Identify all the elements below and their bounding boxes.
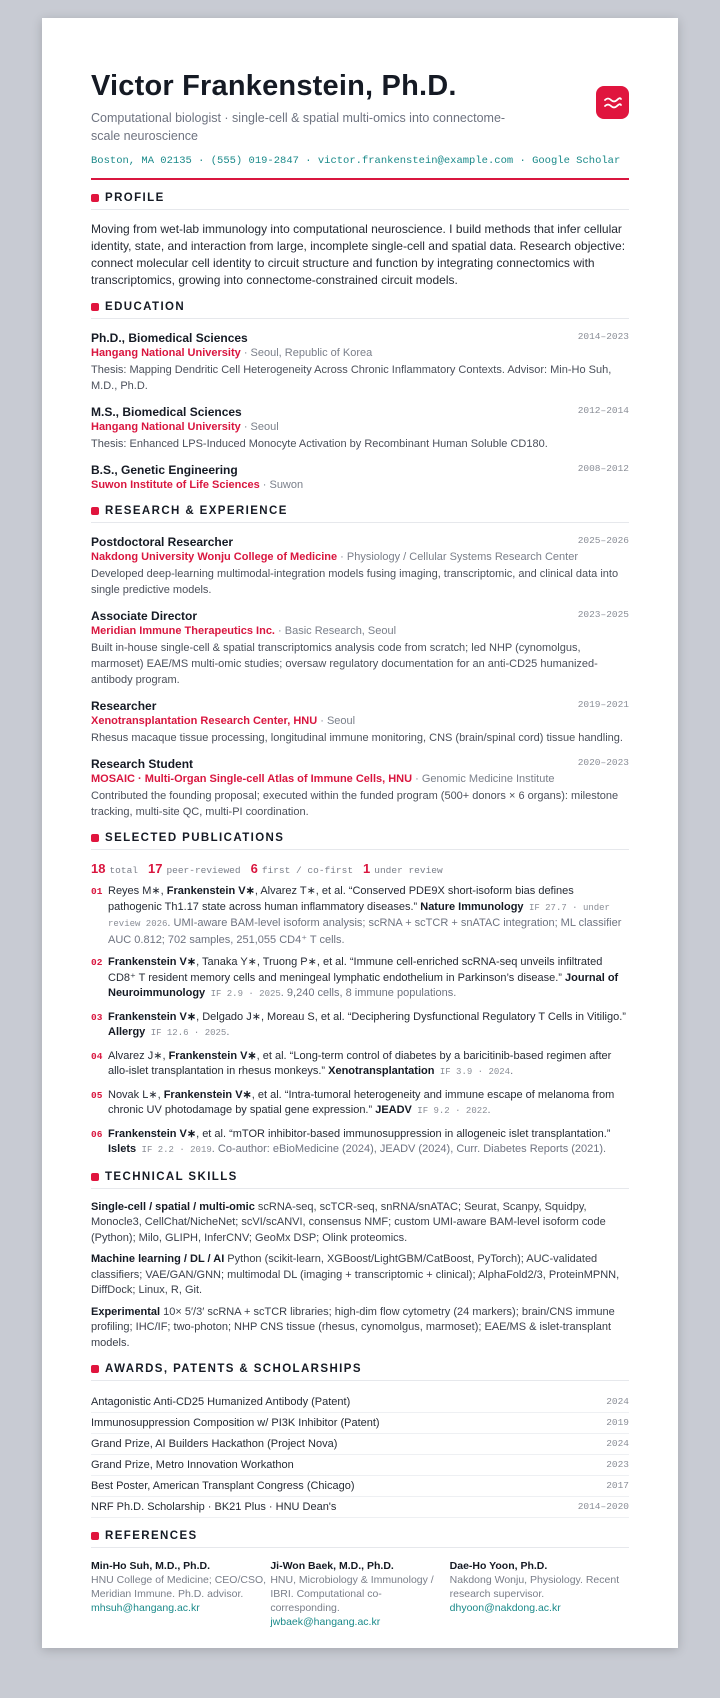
award-name: Immunosuppression Composition w/ PI3K Inhibitor (Patent) bbox=[91, 1417, 380, 1429]
experience-list bbox=[91, 534, 629, 820]
bullet-square-icon bbox=[91, 303, 99, 311]
role-title: Associate Director bbox=[91, 609, 198, 623]
institution-name: Suwon Institute of Life Sciences bbox=[91, 479, 260, 491]
reference-affiliation: HNU, Microbiology & Immunology / IBRI. Computational co-corresponding. bbox=[270, 1574, 434, 1614]
reference-email-link[interactable]: mhsuh@hangang.ac.kr bbox=[91, 1602, 200, 1614]
organization-line bbox=[91, 550, 629, 565]
publication-number: 04 bbox=[91, 1050, 103, 1062]
organization-line bbox=[91, 624, 629, 639]
publication-note: . bbox=[510, 1065, 514, 1077]
institution-name: Hangang National University bbox=[91, 347, 241, 359]
degree-title: M.S., Biomedical Sciences bbox=[91, 405, 242, 419]
experience-section bbox=[91, 505, 629, 820]
education-entry bbox=[91, 462, 629, 493]
date-range: 2014–2023 bbox=[577, 331, 629, 342]
skill-row bbox=[91, 1252, 629, 1299]
date-range: 2008–2012 bbox=[577, 463, 629, 474]
institution-line bbox=[91, 346, 629, 361]
award-row bbox=[91, 1497, 629, 1518]
citation-title: , Tanaka Y∗, Truong P∗, et al. “Immune cell-enriched scRNA-seq unveils infiltrated CD8⁺ T resident memory cells and meningeal lymphatic endothelium in Parkinson’s disease.” bbox=[108, 956, 603, 984]
publications-section bbox=[91, 832, 629, 1159]
self-author: Frankenstein V∗ bbox=[166, 885, 255, 897]
publication-citation bbox=[108, 955, 629, 1003]
publication-citation bbox=[108, 1127, 629, 1159]
publication-number: 01 bbox=[91, 886, 103, 897]
authors-before: Alvarez J∗, bbox=[108, 1049, 169, 1062]
date-range: 2023–2025 bbox=[577, 609, 629, 620]
award-year: 2014–2020 bbox=[577, 1501, 629, 1512]
experience-entry bbox=[91, 756, 629, 820]
organization-name: Nakdong University Wonju College of Medicine bbox=[91, 551, 338, 563]
references-section bbox=[91, 1530, 629, 1629]
impact-factor: IF 2.9 · 2025 bbox=[205, 989, 281, 999]
skill-row bbox=[91, 1305, 629, 1352]
reference-card bbox=[450, 1559, 629, 1629]
publication-note: . 9,240 cells, 8 immune populations. bbox=[280, 987, 457, 999]
publication-note: . bbox=[487, 1104, 491, 1116]
education-list bbox=[91, 330, 629, 493]
section-heading: AWARDS, PATENTS & SCHOLARSHIPS bbox=[91, 1363, 629, 1381]
publication-item bbox=[91, 884, 629, 948]
wave-logo-icon bbox=[596, 86, 629, 119]
reference-card bbox=[91, 1559, 270, 1629]
award-list bbox=[91, 1392, 629, 1518]
journal-name: Nature Immunology bbox=[420, 900, 524, 913]
publication-citation bbox=[108, 1049, 629, 1081]
award-name: NRF Ph.D. Scholarship · BK21 Plus · HNU Dean's bbox=[91, 1501, 337, 1513]
reference-card bbox=[270, 1559, 449, 1629]
skill-details: Python (scikit-learn, XGBoost/LightGBM/CatBoost, PyTorch); AUC-validated classifiers; VAE/GAN/GNN; multimodal DL (imaging + transcriptomic + clinical); AlphaFold2/3, ProteinMPNN, DiffDock; Linux, R, Git. bbox=[91, 1253, 620, 1296]
institution-location: · Suwon bbox=[259, 479, 304, 491]
organization-name: MOSAIC · Multi-Organ Single-cell Atlas of Immune Cells, HNU bbox=[91, 773, 413, 785]
reference-list bbox=[91, 1559, 629, 1629]
reference-email-link[interactable]: jwbaek@hangang.ac.kr bbox=[270, 1616, 381, 1628]
institution-location: · Seoul bbox=[240, 421, 279, 433]
skill-category: Experimental bbox=[91, 1305, 161, 1318]
bullet-square-icon bbox=[91, 1532, 99, 1540]
stat-number: 17 bbox=[147, 861, 163, 876]
date-range: 2020–2023 bbox=[577, 757, 629, 768]
institution-location: · Seoul, Republic of Korea bbox=[240, 347, 373, 359]
profile-text: Moving from wet-lab immunology into computational neuroscience. I build methods that infer cellular identity, state, and interaction from large, incomplete single-cell and spatial data. Research objective: connect molecular cell identity to circuit structure and function by integrating connectomics with transcriptomics, growing into connectome-constrained circuit models. bbox=[91, 222, 626, 287]
publication-note: . UMI-aware BAM-level isoform analysis; scRNA + scTCR + snATAC integration; ML classifier AUC 0.812; 702 samples, 251,055 CD4⁺ T cells. bbox=[108, 917, 622, 946]
self-author: Frankenstein V∗ bbox=[163, 1088, 252, 1101]
bullet-square-icon bbox=[91, 507, 99, 515]
stat-number: 18 bbox=[91, 861, 106, 876]
award-row bbox=[91, 1413, 629, 1434]
degree-title: Ph.D., Biomedical Sciences bbox=[91, 331, 248, 345]
publication-list bbox=[91, 884, 629, 1159]
organization-unit: · Genomic Medicine Institute bbox=[412, 773, 555, 785]
education-entry bbox=[91, 404, 629, 452]
publication-item bbox=[91, 1127, 629, 1159]
award-name: Best Poster, American Transplant Congress (Chicago) bbox=[91, 1480, 355, 1492]
citation-title: , Alvarez T∗, et al. “Conserved PDE9X short-isoform bias defines pathogenic Th1.17 state across human inflammatory diseases.” bbox=[108, 885, 574, 913]
date-range: 2025–2026 bbox=[577, 535, 629, 546]
award-year: 2019 bbox=[606, 1417, 629, 1428]
stat-label: under review bbox=[374, 865, 443, 876]
publication-citation bbox=[108, 1010, 629, 1042]
citation-title: , et al. “Long-term control of diabetes by a baricitinib-based regimen after allo-islet transplantation in rhesus monkeys.” bbox=[108, 1049, 612, 1077]
publication-item bbox=[91, 955, 629, 1003]
institution-line bbox=[91, 420, 629, 435]
citation-title: , et al. “mTOR inhibitor-based immunosuppression in allogeneic islet transplantation.” bbox=[196, 1127, 611, 1140]
publication-citation bbox=[108, 884, 629, 948]
publication-item bbox=[91, 1088, 629, 1120]
date-range: 2012–2014 bbox=[577, 405, 629, 416]
section-heading: SELECTED PUBLICATIONS bbox=[91, 832, 629, 850]
skill-row bbox=[91, 1200, 629, 1247]
reference-name: Min-Ho Suh, M.D., Ph.D. bbox=[91, 1560, 210, 1572]
thesis-text: Thesis: Mapping Dendritic Cell Heterogeneity Across Chronic Inflammatory Contexts. Advisor: Min-Ho Suh, M.D., Ph.D. bbox=[91, 364, 612, 392]
award-row bbox=[91, 1476, 629, 1497]
bullet-square-icon bbox=[91, 834, 99, 842]
publication-item bbox=[91, 1010, 629, 1042]
award-name: Antagonistic Anti-CD25 Humanized Antibody (Patent) bbox=[91, 1396, 351, 1408]
section-heading: PROFILE bbox=[91, 192, 629, 210]
skill-list bbox=[91, 1200, 629, 1352]
role-description: Built in-house single-cell & spatial transcriptomics analysis code from scratch; led NHP (cynomolgus, marmoset) EAE/MS multi-omic studies; oversaw regulatory documentation for an anti-CD25 humanized-antibody program. bbox=[91, 642, 598, 686]
impact-factor: IF 3.9 · 2024 bbox=[434, 1067, 511, 1077]
self-author: Frankenstein V∗ bbox=[108, 1127, 197, 1140]
publication-number: 05 bbox=[91, 1089, 103, 1101]
organization-unit: · Basic Research, Seoul bbox=[275, 625, 397, 637]
header-divider bbox=[91, 178, 629, 180]
authors-before: Novak L∗, bbox=[108, 1088, 164, 1101]
role-title: Research Student bbox=[91, 757, 194, 771]
experience-entry bbox=[91, 698, 629, 746]
stat-label: first / co-first bbox=[261, 865, 354, 876]
bullet-square-icon bbox=[91, 1365, 99, 1373]
journal-name: JEADV bbox=[375, 1104, 412, 1116]
organization-line bbox=[91, 714, 629, 729]
section-heading: EDUCATION bbox=[91, 301, 629, 319]
organization-line bbox=[91, 772, 629, 787]
award-name: Grand Prize, AI Builders Hackathon (Project Nova) bbox=[91, 1438, 338, 1450]
journal-name: Xenotransplantation bbox=[328, 1065, 435, 1077]
organization-name: Meridian Immune Therapeutics Inc. bbox=[91, 625, 275, 637]
award-row bbox=[91, 1455, 629, 1476]
publication-number: 03 bbox=[91, 1011, 103, 1023]
role-description: Contributed the founding proposal; executed within the funded program (500+ donors × 6 organs): milestone tracking, multi-site QC, multi-PI coordination. bbox=[91, 790, 619, 818]
impact-factor: IF 12.6 · 2025 bbox=[145, 1028, 227, 1038]
section-heading: RESEARCH & EXPERIENCE bbox=[91, 505, 629, 523]
bullet-square-icon bbox=[91, 194, 99, 202]
organization-unit: · Seoul bbox=[317, 715, 356, 727]
award-row bbox=[91, 1434, 629, 1455]
stat-label: peer-reviewed bbox=[166, 865, 241, 876]
resume-page bbox=[42, 18, 678, 1648]
impact-factor: IF 2.2 · 2019 bbox=[136, 1145, 212, 1155]
publication-note: . bbox=[226, 1026, 230, 1038]
organization-name: Xenotransplantation Research Center, HNU bbox=[91, 715, 318, 727]
publication-item bbox=[91, 1049, 629, 1081]
role-title: Researcher bbox=[91, 699, 157, 713]
resume-header bbox=[91, 68, 629, 180]
reference-affiliation: Nakdong Wonju, Physiology. Recent research supervisor. bbox=[449, 1574, 620, 1600]
resume-content bbox=[91, 68, 629, 1629]
profile-section bbox=[91, 192, 629, 289]
impact-factor: IF 27.7 · under review 2026 bbox=[108, 902, 610, 929]
publication-citation bbox=[108, 1088, 629, 1120]
stat-number: 1 bbox=[363, 861, 371, 876]
reference-email-link[interactable]: dhyoon@nakdong.ac.kr bbox=[449, 1602, 561, 1614]
award-row bbox=[91, 1392, 629, 1413]
role-title: Postdoctoral Researcher bbox=[91, 535, 234, 549]
award-name: Grand Prize, Metro Innovation Workathon bbox=[91, 1459, 294, 1471]
section-heading: REFERENCES bbox=[91, 1530, 629, 1548]
citation-title: , Delgado J∗, Moreau S, et al. “Deciphering Dysfunctional Regulatory T Cells in Vitiligo.” bbox=[196, 1010, 626, 1023]
organization-unit: · Physiology / Cellular Systems Research Center bbox=[337, 551, 578, 563]
contact-line[interactable]: Boston, MA 02135 · (555) 019-2847 · victor.frankenstein@example.com · Google Scholar bbox=[91, 155, 621, 167]
publication-number: 06 bbox=[91, 1128, 103, 1140]
award-year: 2024 bbox=[606, 1438, 629, 1449]
award-year: 2024 bbox=[606, 1396, 629, 1407]
self-author: Frankenstein V∗ bbox=[168, 1049, 257, 1062]
reference-affiliation: HNU College of Medicine; CEO/CSO, Meridian Immune. Ph.D. advisor. bbox=[91, 1574, 267, 1600]
education-section bbox=[91, 301, 629, 493]
bullet-square-icon bbox=[91, 1173, 99, 1181]
publication-number: 02 bbox=[91, 957, 103, 968]
tagline: Computational biologist · single-cell & spatial multi-omics into connectome-scale neuroscience bbox=[91, 111, 506, 143]
journal-name: Journal of Neuroimmunology bbox=[108, 971, 619, 999]
degree-title: B.S., Genetic Engineering bbox=[91, 463, 238, 477]
skill-details: scRNA-seq, scTCR-seq, snRNA/snATAC; Seurat, Scanpy, Squidpy, Monocle3, CellChat/NicheNet; scVI/scANVI, consensus NMF; custom UMI-aware BAM-level isoform code (Python); Milo, GLIPH, InferCNV; GeoMx DSP; Olink proteomics. bbox=[91, 1200, 606, 1244]
publication-stats bbox=[91, 861, 629, 876]
experience-entry bbox=[91, 534, 629, 598]
reference-name: Dae-Ho Yoon, Ph.D. bbox=[449, 1560, 548, 1572]
institution-line bbox=[91, 478, 629, 493]
self-author: Frankenstein V∗ bbox=[108, 956, 197, 968]
authors-before: Reyes M∗, bbox=[108, 885, 167, 897]
education-entry bbox=[91, 330, 629, 394]
journal-name: Allergy bbox=[108, 1026, 146, 1038]
institution-name: Hangang National University bbox=[91, 421, 241, 433]
citation-title: , et al. “Intra-tumoral heterogeneity and immune escape of melanoma from chronic UV photodamage by spatial gene expression.” bbox=[108, 1088, 615, 1116]
stat-number: 6 bbox=[250, 861, 258, 876]
journal-name: Islets bbox=[108, 1143, 137, 1155]
award-year: 2017 bbox=[606, 1480, 629, 1491]
reference-name: Ji-Won Baek, M.D., Ph.D. bbox=[270, 1560, 394, 1572]
skills-section bbox=[91, 1171, 629, 1352]
awards-section bbox=[91, 1363, 629, 1518]
skill-details: 10× 5′/3′ scRNA + scTCR libraries; high-dim flow cytometry (24 markers); brain/CNS immune profiling; IHC/IF; two-photon; NHP CNS tissue (rhesus, cynomolgus, marmoset); EAE/MS & islet-transplant models. bbox=[91, 1305, 615, 1349]
impact-factor: IF 9.2 · 2022 bbox=[411, 1106, 488, 1116]
self-author: Frankenstein V∗ bbox=[108, 1010, 197, 1023]
stat-label: total bbox=[109, 865, 138, 876]
experience-entry bbox=[91, 608, 629, 688]
skill-category: Single-cell / spatial / multi-omic bbox=[91, 1200, 255, 1213]
skill-category: Machine learning / DL / AI bbox=[91, 1253, 225, 1265]
award-year: 2023 bbox=[606, 1459, 629, 1470]
person-name: Victor Frankenstein, Ph.D. bbox=[91, 70, 457, 102]
role-description: Rhesus macaque tissue processing, longitudinal immune monitoring, CNS (brain/spinal cord) tissue handling. bbox=[91, 732, 623, 744]
publication-note: . Co-author: eBioMedicine (2024), JEADV (2024), Curr. Diabetes Reports (2021). bbox=[211, 1143, 607, 1155]
thesis-text: Thesis: Enhanced LPS-Induced Monocyte Activation by Recombinant Human Soluble CD180. bbox=[91, 438, 548, 450]
section-heading: TECHNICAL SKILLS bbox=[91, 1171, 629, 1189]
date-range: 2019–2021 bbox=[577, 699, 629, 710]
role-description: Developed deep-learning multimodal-integration models fusing imaging, transcriptomic, and clinical data into single predictive models. bbox=[91, 568, 619, 596]
